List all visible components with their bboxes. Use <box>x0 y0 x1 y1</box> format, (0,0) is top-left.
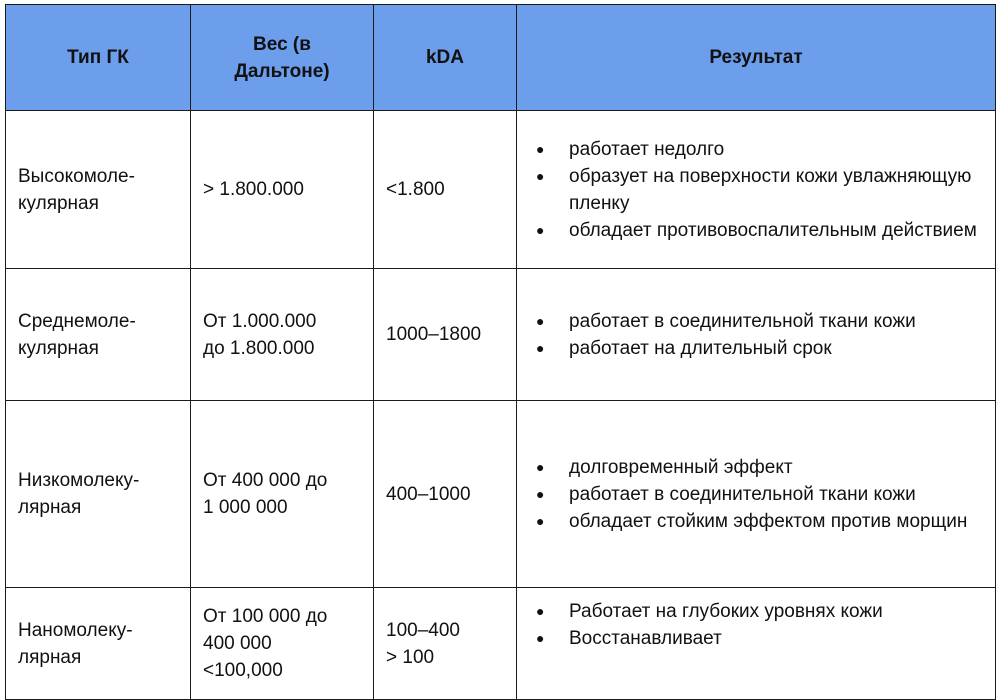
results-list <box>529 454 983 535</box>
cell-kda: 1000–1800 <box>374 269 517 401</box>
list-item: ● Работает на глубоких уровнях кожи <box>569 598 983 625</box>
cell-results <box>517 269 996 401</box>
cell-type: Низкомолеку- лярная <box>6 401 191 588</box>
table-header-row <box>6 5 996 111</box>
table-row <box>6 269 996 401</box>
cell-kda: 100–400 > 100 <box>374 588 517 700</box>
list-item: ● обладает противовоспалительным действием <box>569 217 983 244</box>
table-row <box>6 401 996 588</box>
cell-results <box>517 401 996 588</box>
bullet-icon: ● <box>536 339 545 356</box>
header-type: Тип ГК <box>6 5 191 111</box>
cell-type: Среднемоле- кулярная <box>6 269 191 401</box>
cell-results <box>517 588 996 700</box>
list-item: ● образует на поверхности кожи увлажняющую пленку <box>569 163 983 217</box>
table-row <box>6 111 996 269</box>
cell-type: Наномолеку- лярная <box>6 588 191 700</box>
results-list <box>529 308 983 362</box>
table-row <box>6 588 996 700</box>
bullet-icon: ● <box>536 167 545 184</box>
cell-weight: От 400 000 до 1 000 000 <box>191 401 374 588</box>
list-item: ● Восстанавливает <box>569 625 983 652</box>
list-item: ● работает на длительный срок <box>569 335 983 362</box>
cell-weight: От 100 000 до 400 000 <100,000 <box>191 588 374 700</box>
cell-type: Высокомоле- кулярная <box>6 111 191 269</box>
cell-weight: > 1.800.000 <box>191 111 374 269</box>
hyaluronic-acid-table <box>5 4 996 700</box>
bullet-icon: ● <box>536 221 545 238</box>
header-result: Результат <box>517 5 996 111</box>
bullet-icon: ● <box>536 630 545 646</box>
cell-results <box>517 111 996 269</box>
list-item: ● работает недолго <box>569 136 983 163</box>
bullet-icon: ● <box>536 458 545 475</box>
bullet-icon: ● <box>536 485 545 502</box>
bullet-icon: ● <box>536 312 545 329</box>
results-list <box>529 136 983 244</box>
header-weight: Вес (в Дальтоне) <box>191 5 374 111</box>
bullet-icon: ● <box>536 603 545 619</box>
results-list <box>529 598 983 652</box>
bullet-icon: ● <box>536 140 545 157</box>
list-item: ● работает в соединительной ткани кожи <box>569 308 983 335</box>
header-kda: kDA <box>374 5 517 111</box>
list-item: ● работает в соединительной ткани кожи <box>569 481 983 508</box>
cell-weight: От 1.000.000 до 1.800.000 <box>191 269 374 401</box>
cell-kda: 400–1000 <box>374 401 517 588</box>
cell-kda: <1.800 <box>374 111 517 269</box>
list-item: ● долговременный эффект <box>569 454 983 481</box>
bullet-icon: ● <box>536 512 545 529</box>
list-item: ● обладает стойким эффектом против морщин <box>569 508 983 535</box>
